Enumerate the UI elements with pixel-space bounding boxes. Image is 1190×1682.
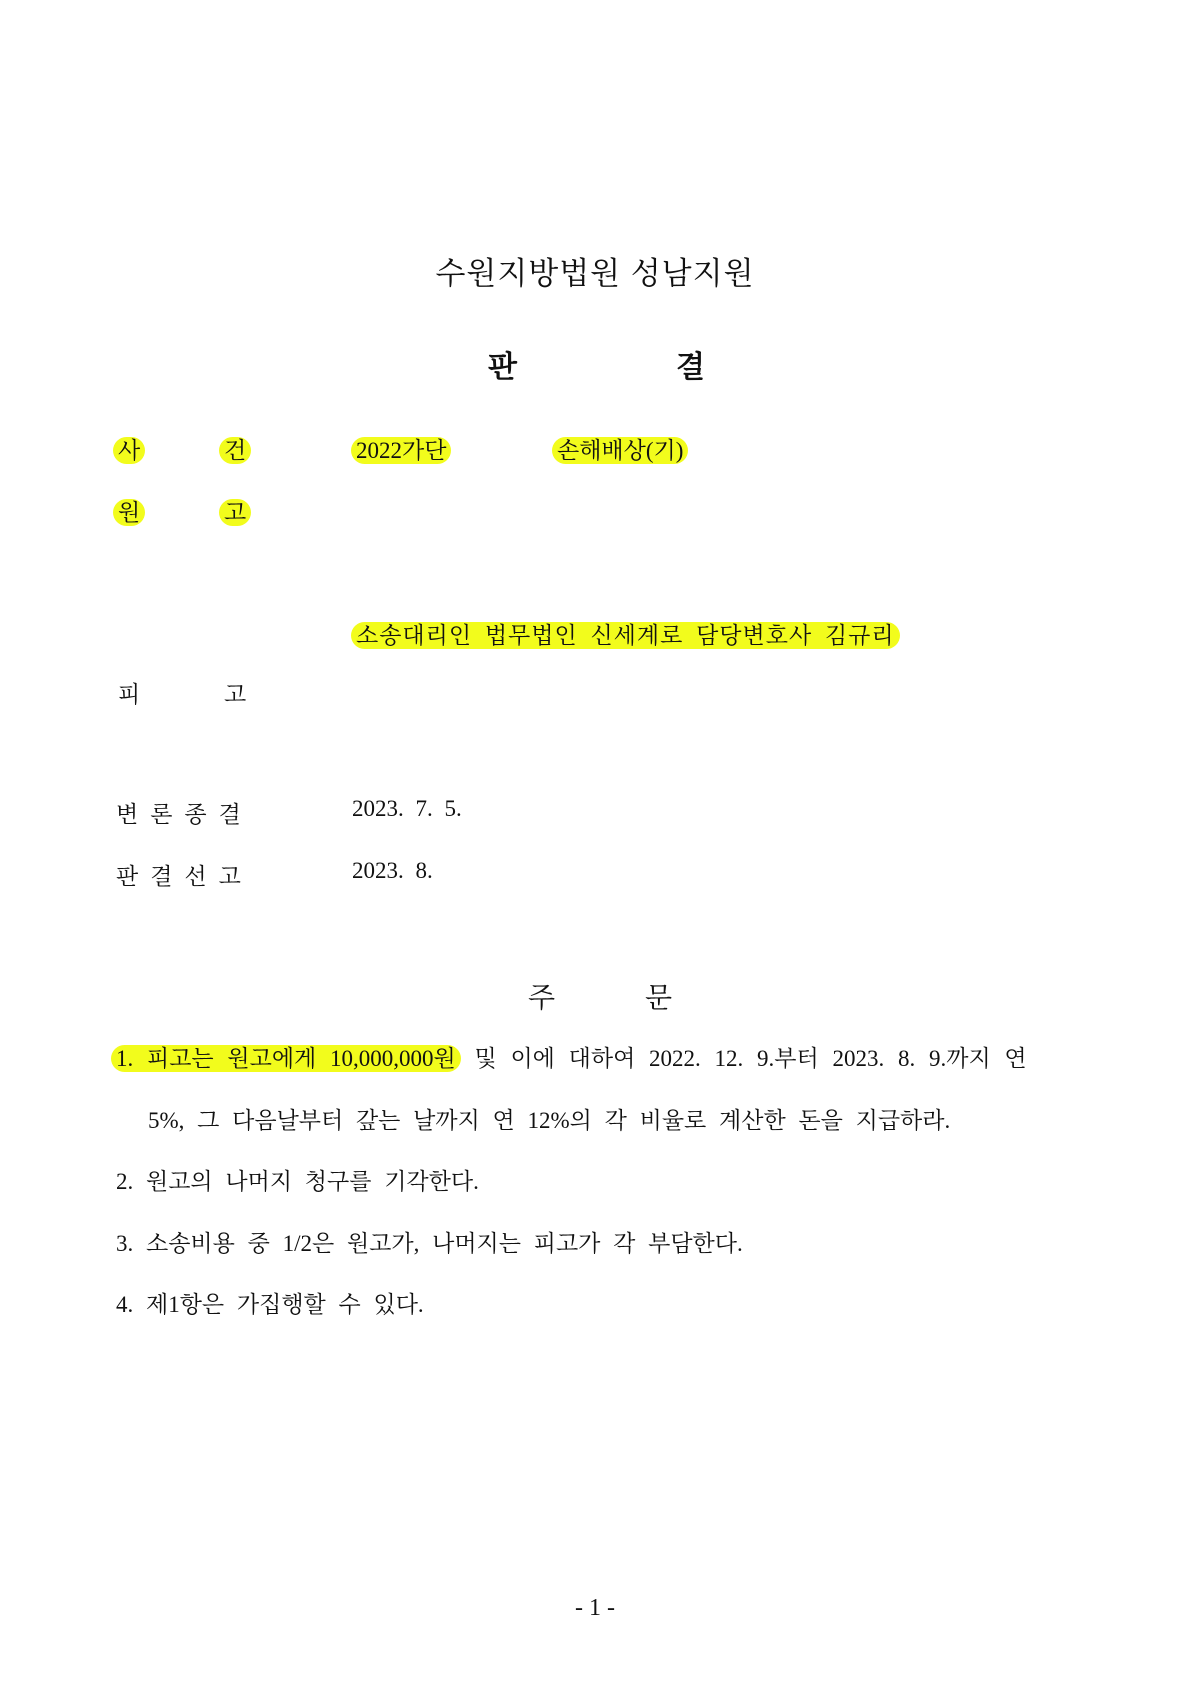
order-heading-left: 주 — [528, 982, 556, 1013]
case-label-1: 사 — [118, 432, 145, 465]
plaintiff-label-1: 원 — [118, 494, 145, 527]
judgment-label: 판결선고 — [116, 864, 253, 889]
case-label-2: 건 — [224, 432, 251, 465]
court-name: 수원지방법원 성남지원 — [435, 256, 755, 291]
defendant-label-2: 고 — [224, 682, 247, 707]
order-item-3: 3. 소송비용 중 1/2은 원고가, 나머지는 피고가 각 부담한다. — [116, 1231, 743, 1256]
order-item-2: 2. 원고의 나머지 청구를 기각한다. — [116, 1169, 479, 1194]
order-item-1-line-1: 1. 피고는 원고에게 10,000,000원 및 이에 대하여 2022. 12. 9.부터 2023. 8. 9.까지 연 — [116, 1040, 1027, 1073]
plaintiff-label-2: 고 — [224, 494, 251, 527]
page-number: - 1 - — [575, 1595, 615, 1621]
plaintiff-counsel: 소송대리인 법무법인 신세계로 담당변호사 김규리 — [356, 617, 900, 650]
closing-date: 2023. 7. 5. — [352, 796, 462, 821]
order-item-4: 4. 제1항은 가집행할 수 있다. — [116, 1292, 424, 1317]
doc-type-right: 결 — [676, 351, 705, 384]
case-name: 손해배상(기) — [557, 432, 688, 465]
order-heading-right: 문 — [645, 982, 673, 1013]
order-item-1-line-2: 5%, 그 다음날부터 갚는 날까지 연 12%의 각 비율로 계산한 돈을 지급하라. — [148, 1108, 951, 1133]
case-number: 2022가단 — [356, 432, 451, 465]
closing-label: 변론종결 — [116, 802, 253, 827]
defendant-label-1: 피 — [118, 682, 141, 707]
doc-type-left: 판 — [488, 351, 517, 384]
judgment-date: 2023. 8. — [352, 858, 433, 883]
